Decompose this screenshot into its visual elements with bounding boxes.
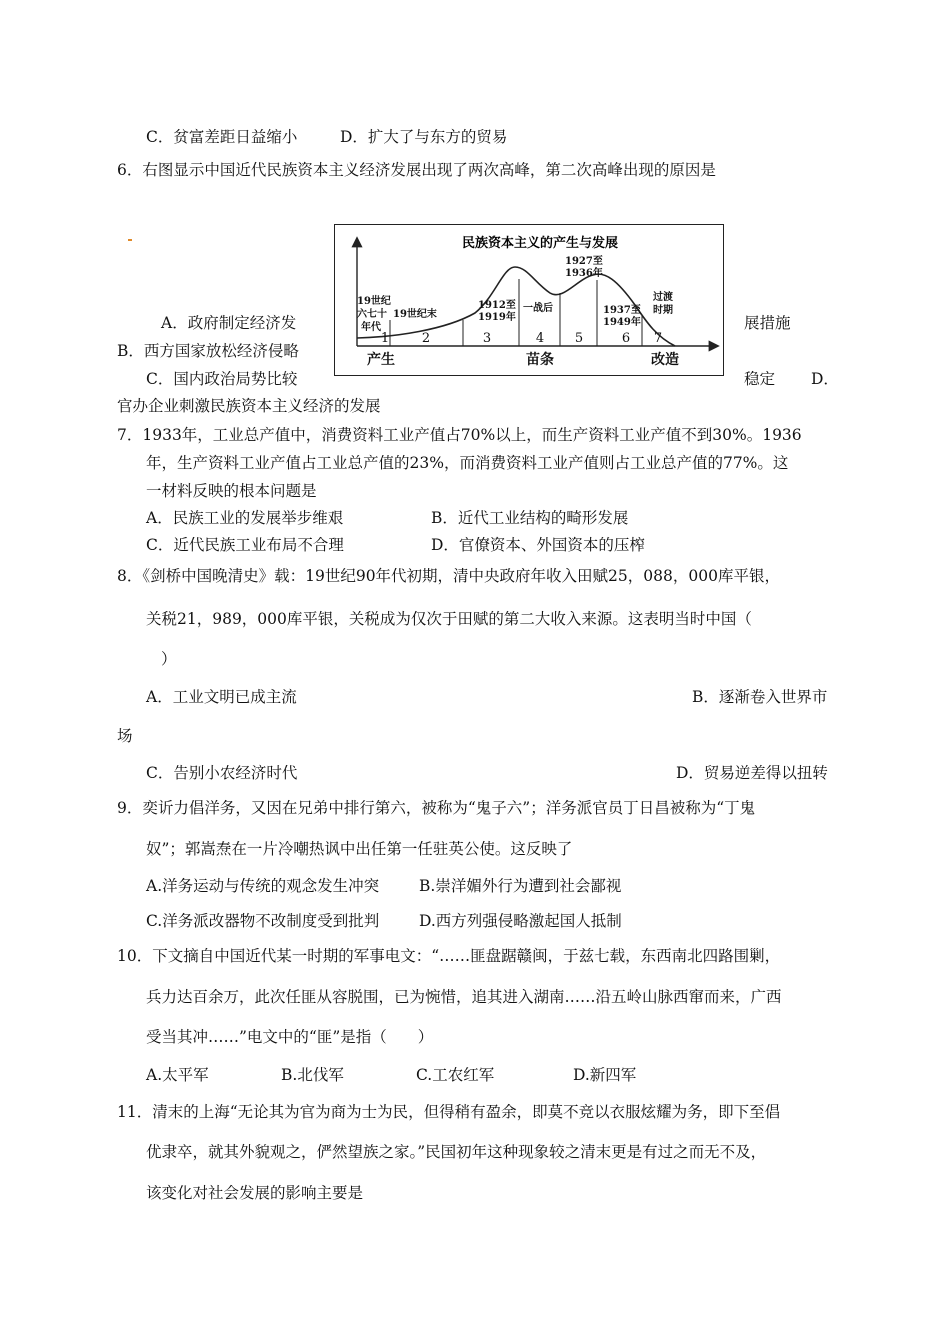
period-label: 过渡	[653, 292, 673, 303]
period-label: 19世纪末	[393, 309, 437, 320]
q8-option-d: D．贸易逆差得以扭转	[676, 764, 828, 782]
q10-option-a: A.太平军	[146, 1066, 209, 1084]
period-label: 1912至	[478, 300, 516, 311]
period-label: 时期	[653, 305, 673, 316]
q7-option-c: C．近代民族工业布局不合理	[146, 536, 344, 554]
period-label: 1936年	[565, 268, 603, 279]
q11-stem-2: 优隶卒，就其外貌观之，俨然望族之家。”民国初年这种现象较之清末更是有过之而无不及，	[146, 1143, 767, 1161]
segment-number: 4	[535, 331, 545, 346]
period-label: 一战后	[523, 303, 553, 314]
q10-option-d: D.新四军	[573, 1066, 637, 1084]
chart-title: 民族资本主义的产生与发展	[461, 236, 619, 251]
q5-option-c: C．贫富差距日益缩小	[146, 128, 298, 146]
q6-option-b: B．西方国家放松经济侵略	[117, 342, 299, 360]
period-label: 1949年	[603, 317, 641, 328]
period-label: 六七十	[357, 309, 387, 320]
q10-stem-2: 兵力达百余万，此次任匪从容脱围，已为惋惜，追其进入湖南……沿五岭山脉西窜而来，广西	[146, 988, 782, 1006]
segment-number: 1	[380, 331, 390, 346]
q8-option-b-cont: 场	[117, 727, 133, 745]
q10-stem-3: 受当其冲……”电文中的“匪”是指（ ）	[146, 1028, 434, 1046]
q11-stem-3: 该变化对社会发展的影响主要是	[146, 1184, 364, 1202]
period-label: 1919年	[478, 312, 516, 323]
period-label: 1937至	[603, 305, 641, 316]
segment-number: 6	[621, 331, 631, 346]
q9-option-d: D.西方列强侵略激起国人抵制	[419, 912, 622, 930]
q10-option-c: C.工农红军	[416, 1066, 495, 1084]
q6-stem: 6．右图显示中国近代民族资本主义经济发展出现了两次高峰，第二次高峰出现的原因是	[117, 161, 716, 179]
q8-option-a: A．工业文明已成主流	[146, 688, 297, 706]
q7-option-b: B．近代工业结构的畸形发展	[431, 509, 629, 527]
period-label: 1927至	[565, 256, 603, 267]
national-capitalism-chart	[334, 224, 724, 376]
chart-svg	[335, 225, 723, 375]
q6-option-c-cont: 稳定	[744, 370, 776, 388]
period-label: 年代	[361, 322, 381, 333]
q10-option-b: B.北伐军	[281, 1066, 344, 1084]
q6-option-d: D．	[811, 370, 839, 388]
segment-number: 2	[421, 331, 431, 346]
stage-label: 产生	[367, 352, 395, 368]
q8-stem-3: ）	[161, 650, 177, 668]
q7-stem-1: 7．1933年，工业总产值中，消费资料工业产值占70%以上，而生产资料工业产值不到30%。1936	[117, 426, 802, 444]
stage-label: 改造	[651, 352, 679, 368]
q6-option-d-cont: 官办企业刺激民族资本主义经济的发展	[117, 397, 381, 415]
q10-stem-1: 10．下文摘自中国近代某一时期的军事电文：“……匪盘踞赣闽，于兹七载，东西南北四路围剿，	[117, 947, 781, 965]
q7-stem-3: 一材料反映的根本问题是	[146, 482, 317, 500]
q7-option-a: A．民族工业的发展举步维艰	[146, 509, 344, 527]
q9-option-b: B.崇洋媚外行为遭到社会鄙视	[419, 877, 622, 895]
period-label: 19世纪	[357, 296, 391, 307]
q8-option-c: C．告别小农经济时代	[146, 764, 298, 782]
stray-mark	[128, 239, 132, 241]
q7-stem-2: 年，生产资料工业产值占工业总产值的23%，而消费资料工业产值则占工业总产值的77%。这	[146, 454, 789, 472]
q9-stem-1: 9．奕䜣力倡洋务，又因在兄弟中排行第六，被称为“鬼子六”；洋务派官员丁日昌被称为“丁鬼	[117, 799, 756, 817]
segment-number: 3	[482, 331, 492, 346]
stage-label: 苗条	[526, 352, 554, 368]
q8-stem-1: 8．《剑桥中国晚清史》载：19世纪90年代初期，清中央政府年收入田赋25，088，000库平银，	[117, 567, 780, 585]
q6-option-a-cont: 展措施	[744, 314, 791, 332]
q7-option-d: D．官僚资本、外国资本的压榨	[431, 536, 645, 554]
segment-number: 7	[653, 331, 663, 346]
q8-stem-2: 关税21，989，000库平银，关税成为仅次于田赋的第二大收入来源。这表明当时中国（	[146, 610, 752, 628]
q9-option-a: A.洋务运动与传统的观念发生冲突	[146, 877, 380, 895]
q8-option-b: B．逐渐卷入世界市	[692, 688, 828, 706]
q5-option-d: D．扩大了与东方的贸易	[340, 128, 508, 146]
q6-option-c: C．国内政治局势比较	[146, 370, 298, 388]
q9-option-c: C.洋务派改器物不改制度受到批判	[146, 912, 380, 930]
q9-stem-2: 奴”；郭嵩焘在一片冷嘲热讽中出任第一任驻英公使。这反映了	[146, 840, 573, 858]
q6-option-a: A．政府制定经济发	[161, 314, 297, 332]
segment-number: 5	[574, 331, 584, 346]
q11-stem-1: 11．清末的上海“无论其为官为商为士为民，但得稍有盈余，即莫不竞以衣服炫耀为务，即下至倡	[117, 1103, 781, 1121]
